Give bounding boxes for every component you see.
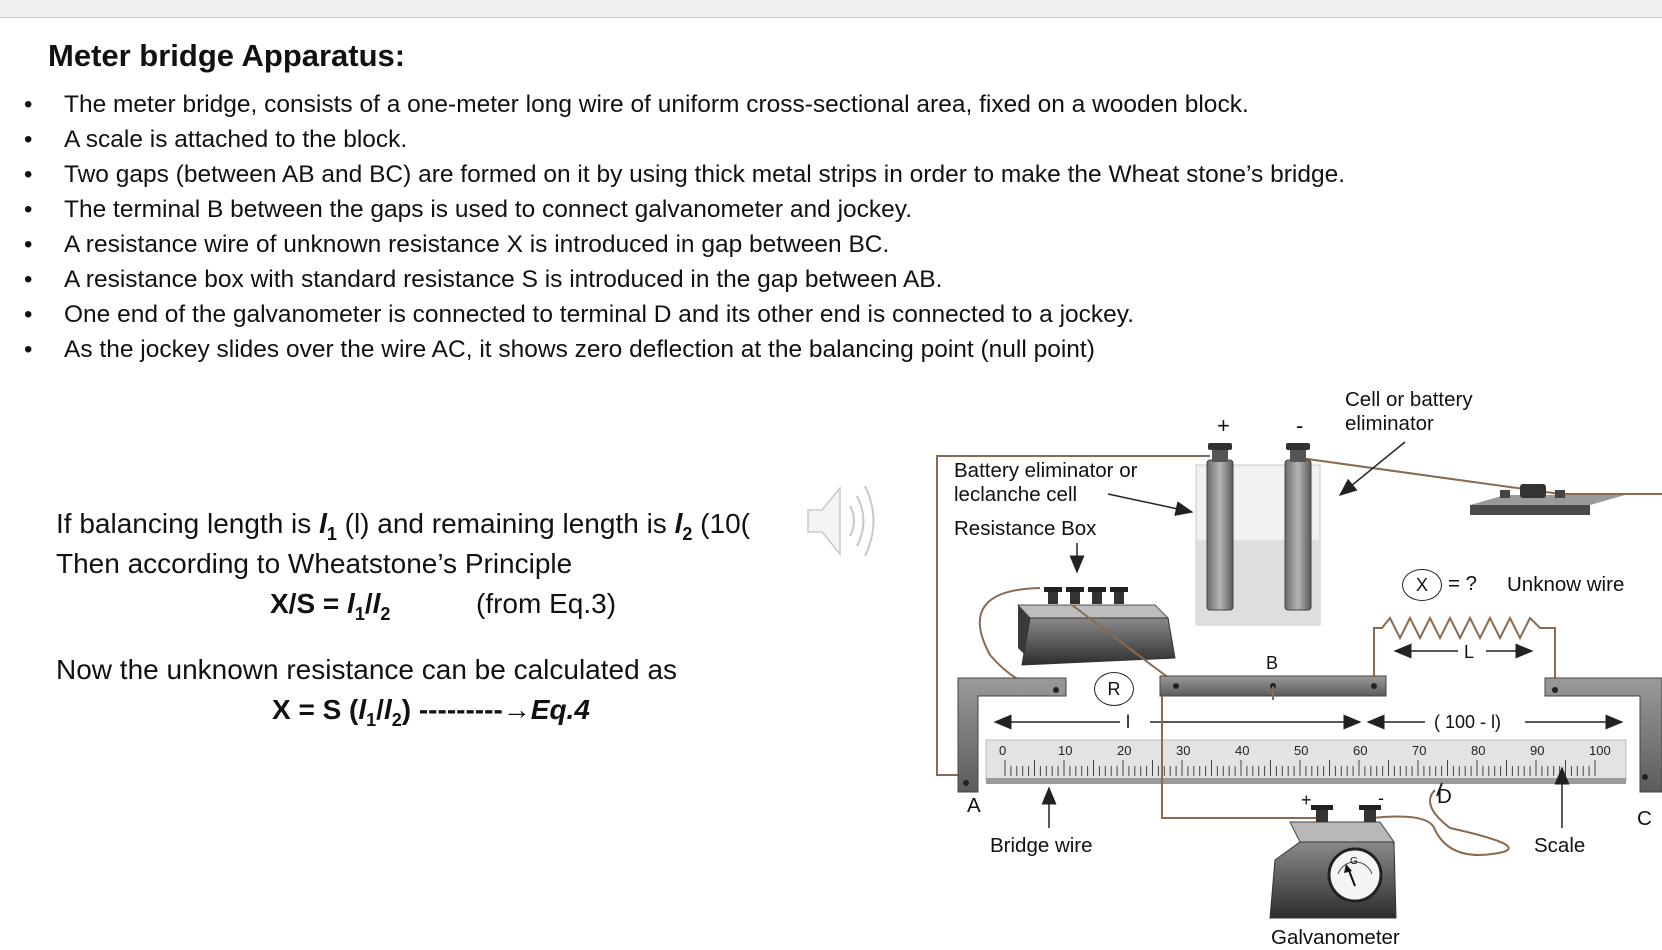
top-bar [0,0,1662,18]
scale-tick-label: 80 [1471,743,1486,758]
list-item: • As the jockey slides over the wire AC, it shows zero deflection at the balancing point (null point) [24,336,1095,363]
unknown-eq-label: = ? [1448,572,1478,595]
battery-plus-label: + [1217,413,1230,438]
battery-eliminator-label: Battery eliminator or leclanche cell [954,459,1138,506]
list-item: • One end of the galvanometer is connected to terminal D and its other end is connected to a jockey. [24,301,1135,328]
list-item: • A scale is attached to the block. [24,126,408,153]
galvanometer-plus-label: + [1301,790,1312,810]
list-item: • A resistance box with standard resistance S is introduced in the gap between AB. [24,266,943,293]
scale-tick-marks [1005,760,1595,776]
equation-3-reference: (from Eq.3) [476,588,617,619]
terminal-c-label: C [1637,807,1652,830]
scale-tick-label: 0 [999,743,1007,758]
unknown-wire-label: Unknow wire [1507,573,1625,596]
galvanometer [1270,805,1396,918]
scale-label: Scale [1534,834,1586,857]
list-item: • A resistance wire of unknown resistance X is introduced in gap between BC. [24,231,890,258]
resistance-box [1018,587,1175,665]
galvanometer-label: Galvanometer [1271,926,1400,949]
battery-cell [1196,443,1320,625]
scale-tick-label: 50 [1294,743,1309,758]
resistance-box-label: Resistance Box [954,517,1097,540]
equation-4: X = S $(l_1/l_2)$ ---------→Eq.4 [272,694,590,730]
plug-key [1470,484,1625,515]
galvanometer-minus-label: - [1378,788,1384,808]
l-label: L [1464,642,1475,662]
bullet-list [24,87,1345,367]
scale-tick-label: 20 [1117,743,1132,758]
galvanometer-g-label: G [1350,856,1358,867]
terminal-d-label: D [1437,785,1452,808]
balancing-length-line: If balancing length is $l_1$ (l) and remaining length is $l_2$ (10( [56,508,750,544]
scale-tick-label: 60 [1353,743,1368,758]
scale-tick-label: 10 [1058,743,1073,758]
cell-label: Cell or battery eliminator [1345,388,1473,435]
l-segment-label: l [1126,712,1130,732]
wheatstone-principle-line: Then according to Wheatstone’s Principle [56,548,573,579]
terminal-a-label: A [967,794,981,817]
speaker-icon[interactable] [800,470,900,565]
equation-3: $X/S = l_1/l_2$ [270,588,391,624]
bridge-wire-label: Bridge wire [990,834,1093,857]
scale-tick-label: 100 [1589,743,1611,758]
scale-tick-label: 70 [1412,743,1427,758]
unknown-x-symbol: X [1402,569,1442,601]
slide-title: Meter bridge Apparatus: [48,38,406,73]
scale-tick-label: 30 [1176,743,1191,758]
battery-minus-label: - [1296,413,1304,438]
terminal-b-label: B [1266,653,1279,673]
scale-tick-label: 90 [1530,743,1545,758]
scale-tick-label: 40 [1235,743,1250,758]
list-item: • The terminal B between the gaps is used to connect galvanometer and jockey. [24,196,913,223]
remaining-length-label: ( 100 - l) [1434,712,1502,732]
resistance-r-symbol: R [1094,672,1134,706]
list-item: • The meter bridge, consists of a one-meter long wire of uniform cross-sectional area, fixed on a wooden block. [24,91,1249,118]
unknown-resistance-line: Now the unknown resistance can be calculated as [56,654,678,685]
list-item: • Two gaps (between AB and BC) are formed on it by using thick metal strips in order to make the Wheat stone’s bridge. [24,161,1345,188]
